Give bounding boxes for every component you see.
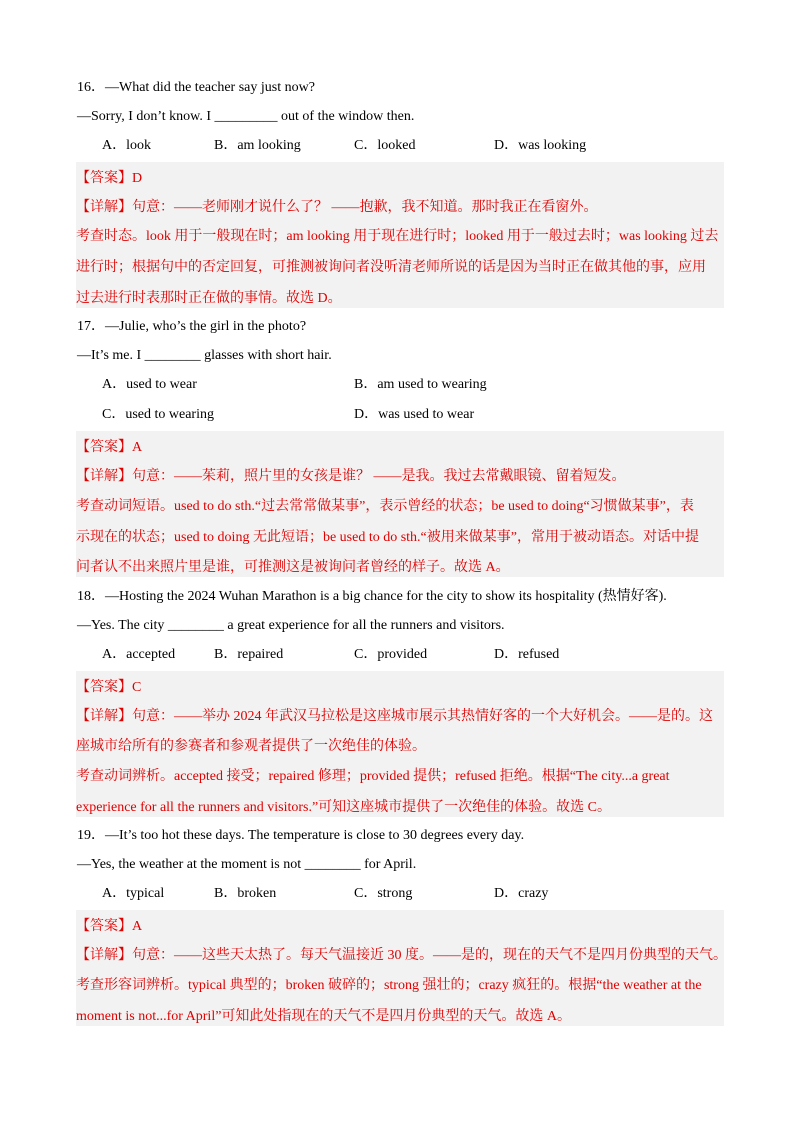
- question-18-reply: —Yes. The city ________ a great experience for all the runners and visitors.: [77, 618, 505, 633]
- detail-line: 【详解】句意：——茱莉，照片里的女孩是谁？ ——是我。我过去常戴眼镜、留着短发。: [76, 469, 626, 484]
- option-a: A．look: [102, 138, 151, 153]
- answer-label: 【答案】A: [76, 440, 143, 455]
- detail-line: moment is not...for April”可知此处指现在的天气不是四月份典型的天气。故选 A。: [76, 1009, 572, 1024]
- detail-line: 【详解】句意：——老师刚才说什么了？ ——抱歉，我不知道。那时我正在看窗外。: [76, 200, 598, 215]
- question-16-reply: —Sorry, I don’t know. I _________ out of the window then.: [77, 109, 415, 124]
- option-c: C．provided: [354, 647, 428, 662]
- option-b: B．am used to wearing: [354, 377, 487, 392]
- detail-line: 考查时态。look 用于一般现在时；am looking 用于现在进行时；looked 用于一般过去时；was looking 过去: [76, 229, 719, 244]
- question-19-stem: 19．—It’s too hot these days. The temperature is close to 30 degrees every day.: [77, 828, 525, 843]
- detail-line: 考查动词辨析。accepted 接受；repaired 修理；provided 提供；refused 拒绝。根据“The city...a great: [76, 769, 670, 784]
- detail-line: 示现在的状态；used to doing 无此短语；be used to do sth.“被用来做某事”，常用于被动语态。对话中提: [76, 530, 699, 545]
- question-17-stem: 17．—Julie, who’s the girl in the photo?: [77, 319, 307, 334]
- option-c: C．looked: [354, 138, 416, 153]
- detail-line: 进行时；根据句中的否定回复，可推测被询问者没听清老师所说的话是因为当时正在做其他的事，应用: [76, 260, 706, 275]
- detail-line: 过去进行时表那时正在做的事情。故选 D。: [76, 291, 342, 306]
- option-c: C．strong: [354, 886, 413, 901]
- question-18-stem: 18．—Hosting the 2024 Wuhan Marathon is a big chance for the city to show its hospitality (热情好客).: [77, 589, 667, 604]
- answer-block-17: [76, 431, 724, 577]
- answer-label: 【答案】A: [76, 919, 143, 934]
- answer-block-19: [76, 910, 727, 1026]
- detail-line: experience for all the runners and visitors.”可知这座城市提供了一次绝佳的体验。故选 C。: [76, 800, 612, 815]
- option-d: D．was used to wear: [354, 407, 475, 422]
- option-a: A．accepted: [102, 647, 176, 662]
- question-19-reply: —Yes, the weather at the moment is not ________ for April.: [77, 857, 417, 872]
- detail-line: 座城市给所有的参赛者和参观者提供了一次绝佳的体验。: [76, 739, 426, 754]
- option-b: B．repaired: [214, 647, 284, 662]
- question-17-reply: —It’s me. I ________ glasses with short hair.: [77, 348, 332, 363]
- answer-label: 【答案】D: [76, 171, 143, 186]
- option-a: A．typical: [102, 886, 165, 901]
- option-d: D．refused: [494, 647, 560, 662]
- answer-block-18: [76, 671, 724, 817]
- option-a: A．used to wear: [102, 377, 197, 392]
- detail-line: 考查动词短语。used to do sth.“过去常常做某事”，表示曾经的状态；be used to doing“习惯做某事”，表: [76, 499, 694, 514]
- detail-line: 问者认不出来照片里是谁，可推测这是被询问者曾经的样子。故选 A。: [76, 560, 510, 575]
- option-b: B．broken: [214, 886, 277, 901]
- detail-line: 【详解】句意：——这些天太热了。每天气温接近 30 度。——是的，现在的天气不是四月份典型的天气。: [76, 948, 727, 963]
- option-c: C．used to wearing: [102, 407, 214, 422]
- detail-line: 【详解】句意：——举办 2024 年武汉马拉松是这座城市展示其热情好客的一个大好机会。——是的。这: [76, 709, 713, 724]
- question-16-stem: 16．—What did the teacher say just now?: [77, 80, 315, 95]
- answer-label: 【答案】C: [76, 680, 142, 695]
- option-d: D．was looking: [494, 138, 587, 153]
- answer-block-16: [76, 162, 724, 308]
- detail-line: 考查形容词辨析。typical 典型的；broken 破碎的；strong 强壮的；crazy 疯狂的。根据“the weather at the: [76, 978, 702, 993]
- option-b: B．am looking: [214, 138, 301, 153]
- option-d: D．crazy: [494, 886, 549, 901]
